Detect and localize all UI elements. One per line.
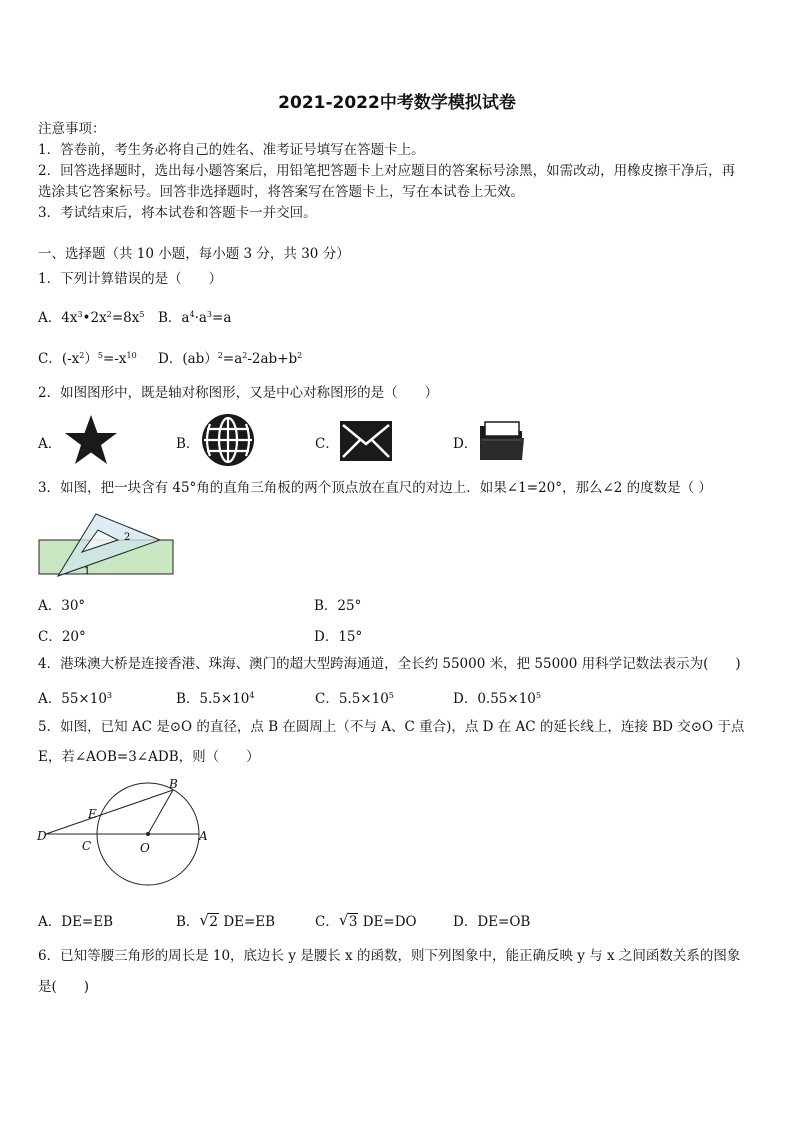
point-o-label: O bbox=[140, 841, 150, 855]
q4-option-d: D．$0.55\times 10^5$ bbox=[453, 691, 541, 707]
q4-option-b: B．$5.5\times 10^4$ bbox=[176, 691, 255, 707]
question-6-stem-line1: 6．已知等腰三角形的周长是 10，底边长 y 是腰长 x 的函数，则下列图象中，能正确反映 y 与 x 之间函数关系的图象 bbox=[38, 948, 741, 964]
angle-2-label: 2 bbox=[124, 532, 131, 543]
point-a-label: A bbox=[199, 829, 208, 843]
q3-option-c: C．20° bbox=[38, 629, 86, 645]
question-6-stem-line2: 是( ) bbox=[38, 979, 90, 995]
point-b-label: B bbox=[169, 777, 178, 791]
angle-1-label: 1 bbox=[84, 566, 91, 577]
page-title: 2021-2022中考数学模拟试卷 bbox=[278, 93, 516, 113]
circle-geometry-figure bbox=[36, 776, 212, 890]
question-2-stem: 2．如图图形中，既是轴对称图形，又是中心对称图形的是（ ） bbox=[38, 385, 439, 401]
globe-icon bbox=[200, 412, 256, 468]
folder-icon bbox=[476, 416, 528, 464]
q5-option-b: B． √ 2 DE=EB bbox=[176, 911, 276, 930]
question-5-stem-line2: E，若∠AOB=3∠ADB，则（ ） bbox=[38, 749, 260, 765]
point-c-label: C bbox=[82, 839, 92, 853]
q2-label-c: C． bbox=[315, 436, 339, 452]
q1-option-b: B．$a^4\cdot a^3=a$ bbox=[158, 310, 232, 326]
q4-option-c: C．$5.5\times 10^5$ bbox=[315, 691, 394, 707]
q2-label-d: D． bbox=[453, 436, 478, 452]
notice-item: 选涂其它答案标号。回答非选择题时，将答案写在答题卡上，写在本试卷上无效。 bbox=[38, 184, 524, 200]
ruler-triangle-figure bbox=[38, 510, 178, 578]
q1-option-a: A．$4x^3•2x^2=8x^5$ bbox=[38, 310, 145, 326]
envelope-icon bbox=[336, 418, 396, 464]
question-1-stem: 1．下列计算错误的是（ ） bbox=[38, 271, 223, 287]
point-e-label: E bbox=[88, 807, 97, 821]
q4-option-a: A．$55\times 10^3$ bbox=[38, 691, 113, 707]
notice-heading: 注意事项： bbox=[38, 121, 106, 137]
q5-option-a: A．DE=EB bbox=[38, 914, 114, 930]
q3-option-a: A．30° bbox=[38, 598, 86, 614]
q2-label-a: A． bbox=[38, 436, 62, 452]
q1-option-c: C．$(-x^2)^5=-x^{10}$ bbox=[38, 351, 137, 367]
q1-option-d: D．$(ab)^2=a^2-2ab+b^2$ bbox=[158, 351, 303, 367]
q5-option-c: C． √ 3 DE=DO bbox=[315, 911, 417, 930]
notice-item: 2．回答选择题时，选出每小题答案后，用铅笔把答题卡上对应题目的答案标号涂黑，如需改动，用橡皮擦干净后，再 bbox=[38, 163, 736, 179]
sqrt-symbol: √ 2 bbox=[199, 911, 219, 930]
star-icon bbox=[62, 412, 120, 468]
notice-item: 1．答卷前，考生务必将自己的姓名、准考证号填写在答题卡上。 bbox=[38, 142, 425, 158]
point-d-label: D bbox=[37, 829, 47, 843]
q3-option-d: D．15° bbox=[314, 629, 363, 645]
q2-label-b: B． bbox=[176, 436, 200, 452]
q3-option-b: B．25° bbox=[314, 598, 362, 614]
question-4-stem: 4．港珠澳大桥是连接香港、珠海、澳门的超大型跨海通道，全长约 55000 米，把 55000 用科学记数法表示为( ) bbox=[38, 656, 741, 672]
notice-item: 3．考试结束后，将本试卷和答题卡一并交回。 bbox=[38, 205, 317, 221]
section-heading: 一、选择题（共 10 小题，每小题 3 分，共 30 分） bbox=[38, 246, 350, 262]
sqrt-symbol: √ 3 bbox=[338, 911, 358, 930]
q5-option-d: D．DE=OB bbox=[453, 914, 531, 930]
question-5-stem-line1: 5．如图，已知 AC 是⊙O 的直径，点 B 在圆周上（不与 A、C 重合)，点 D 在 AC 的延长线上，连接 BD 交⊙O 于点 bbox=[38, 719, 745, 735]
question-3-stem: 3．如图，把一块含有 45°角的直角三角板的两个顶点放在直尺的对边上．如果∠1=20°，那么∠2 的度数是（ ） bbox=[38, 480, 712, 496]
